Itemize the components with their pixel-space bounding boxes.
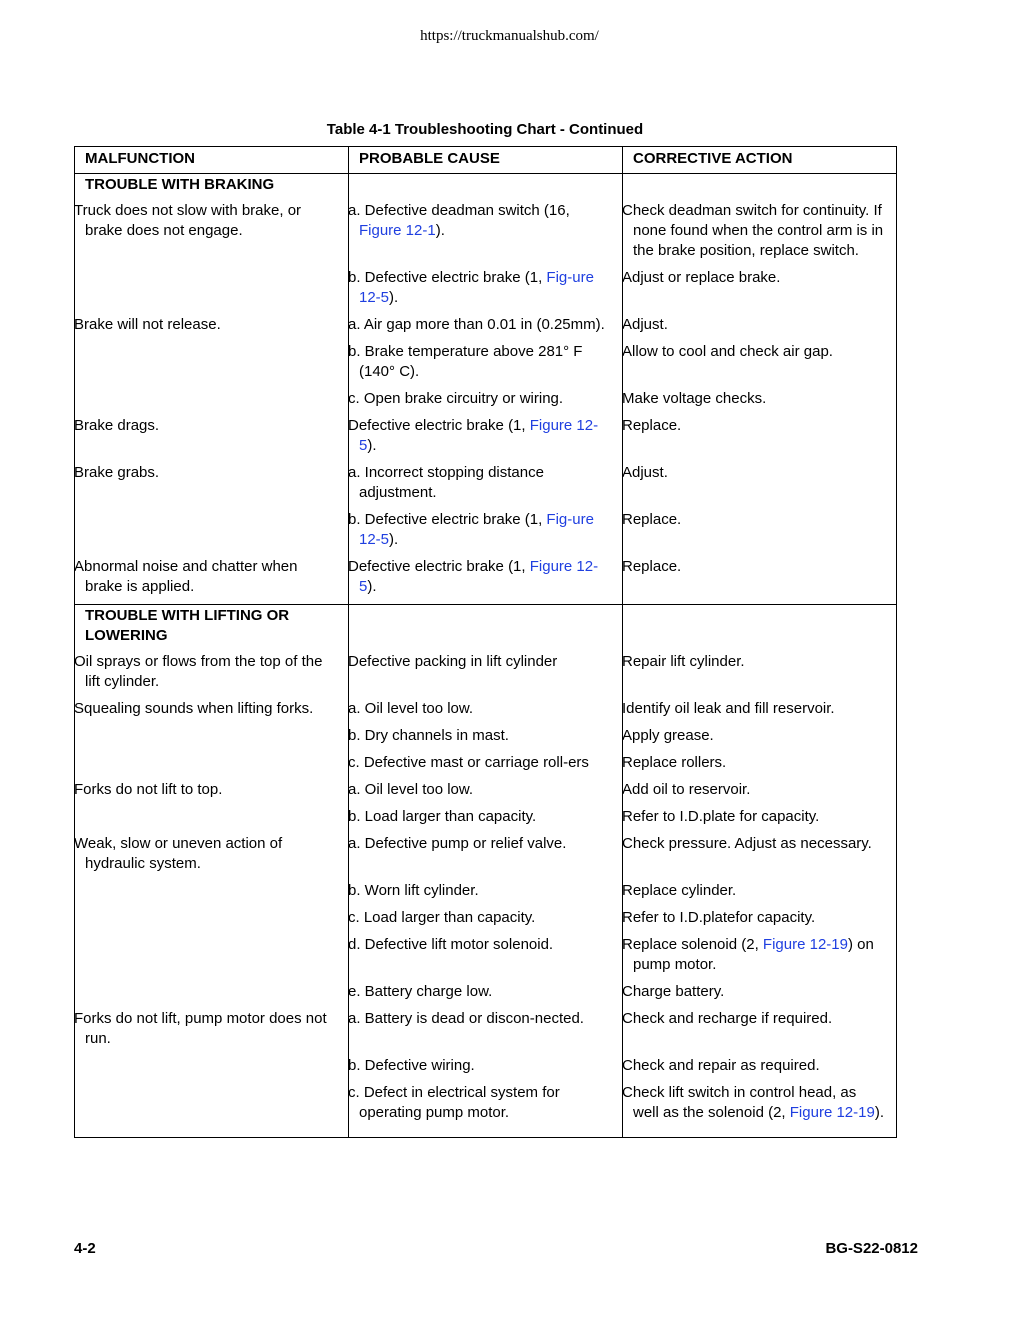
figure-link[interactable]: Fig-ure 12-5 [359, 269, 594, 306]
corrective-action-cell [623, 699, 897, 726]
cell-text: a. Air gap more than 0.01 in (0.25mm). [348, 316, 605, 333]
corrective-action-cell [623, 342, 897, 389]
corrective-action-cell [623, 982, 897, 1009]
cell-text: Repair lift cylinder. [622, 653, 745, 670]
table-row [75, 908, 897, 935]
malfunction-cell [75, 982, 349, 1009]
cell-text: b. Worn lift cylinder. [348, 882, 479, 899]
corrective-action-cell [623, 1009, 897, 1056]
cell-text: b. Defective wiring. [348, 1057, 475, 1074]
probable-cause-cell [349, 652, 623, 699]
cell-text: Refer to I.D.platefor capacity. [622, 909, 816, 926]
figure-link[interactable]: Figure 12-5 [359, 417, 599, 454]
cell-text: Replace rollers. [622, 754, 727, 771]
malfunction-cell: Oil sprays or flows from the top of the lift cylinder. [75, 652, 349, 699]
cell-text: Identify oil leak and fill reservoir. [622, 700, 835, 717]
corrective-action-cell [623, 268, 897, 315]
cell-text: ). [389, 531, 399, 548]
document-code: BG-S22-0812 [825, 1240, 918, 1257]
table-row [75, 416, 897, 463]
figure-link[interactable]: Figure 12-5 [359, 558, 599, 595]
corrective-action-cell [623, 780, 897, 807]
cell-text: e. Battery charge low. [348, 983, 493, 1000]
malfunction-cell [75, 1056, 349, 1083]
malfunction-cell [75, 881, 349, 908]
cell-text: b. Defective electric brake (1, [348, 511, 547, 528]
cell-text: d. Defective lift motor solenoid. [348, 936, 554, 953]
malfunction-cell [75, 753, 349, 780]
table-row [75, 315, 897, 342]
figure-link[interactable]: Figure 12-19 [762, 936, 848, 953]
section-title-cell [75, 174, 349, 202]
cell-text: Replace. [622, 558, 682, 575]
corrective-action-cell [623, 881, 897, 908]
malfunction-cell [75, 268, 349, 315]
cell-text: Replace cylinder. [622, 882, 737, 899]
malfunction-cell: Abnormal noise and chatter when brake is applied. [75, 557, 349, 605]
corrective-action-cell [623, 652, 897, 699]
probable-cause-cell [349, 557, 623, 605]
empty-cell [623, 605, 897, 653]
malfunction-cell: Brake will not release. [75, 315, 349, 342]
section-title-cell [75, 605, 349, 653]
cell-text: Apply grease. [622, 727, 714, 744]
corrective-action-cell [623, 416, 897, 463]
table-row [75, 463, 897, 510]
cell-text: ) on pump motor. [633, 936, 874, 973]
section-title: TROUBLE WITH BRAKING [85, 176, 275, 193]
table-row [75, 557, 897, 605]
probable-cause-cell [349, 1083, 623, 1138]
cell-text: Check lift switch in control head, as well as the solenoid (2, [622, 1084, 857, 1121]
source-url: https://truckmanualshub.com/ [420, 28, 599, 44]
malfunction-cell: Squealing sounds when lifting forks. [75, 699, 349, 726]
section-header-row [75, 174, 897, 202]
cell-text: c. Load larger than capacity. [348, 909, 536, 926]
corrective-action-cell [623, 557, 897, 605]
empty-cell [349, 174, 623, 202]
cell-text: Adjust. [622, 316, 668, 333]
probable-cause-cell [349, 1056, 623, 1083]
cell-text: Allow to cool and check air gap. [622, 343, 833, 360]
page-number: 4-2 [74, 1240, 96, 1257]
cell-text: Add oil to reservoir. [622, 781, 751, 798]
probable-cause-cell [349, 463, 623, 510]
malfunction-cell: Forks do not lift to top. [75, 780, 349, 807]
corrective-action-cell [623, 1083, 897, 1138]
cell-text: Make voltage checks. [622, 390, 767, 407]
cell-text: a. Defective deadman switch (16, [348, 202, 570, 219]
table-row [75, 342, 897, 389]
cell-text: ). [389, 289, 399, 306]
section-title: TROUBLE WITH LIFTING OR LOWERING [85, 607, 290, 644]
cell-text: c. Defect in electrical system for operating pump motor. [348, 1084, 560, 1121]
table-row [75, 1083, 897, 1138]
table-row [75, 935, 897, 982]
cell-text: Replace. [622, 417, 682, 434]
column-header-corrective-action: CORRECTIVE ACTION [623, 147, 897, 174]
malfunction-cell: Weak, slow or uneven action of hydraulic system. [75, 834, 349, 881]
cell-text: b. Defective electric brake (1, [348, 269, 547, 286]
table-row [75, 807, 897, 834]
cell-text: Replace. [622, 511, 682, 528]
empty-cell [349, 605, 623, 653]
table-row [75, 982, 897, 1009]
cell-text: Defective packing in lift cylinder [348, 653, 558, 670]
probable-cause-cell [349, 881, 623, 908]
cell-text: b. Dry channels in mast. [348, 727, 509, 744]
table-row [75, 652, 897, 699]
cell-text: b. Brake temperature above 281° F (140° C). [348, 343, 583, 380]
probable-cause-cell [349, 315, 623, 342]
table-row [75, 881, 897, 908]
cell-text: Adjust or replace brake. [622, 269, 781, 286]
corrective-action-cell [623, 935, 897, 982]
corrective-action-cell [623, 726, 897, 753]
table-row [75, 510, 897, 557]
cell-text: Check and recharge if required. [622, 1010, 833, 1027]
corrective-action-cell [623, 834, 897, 881]
cell-text: a. Oil level too low. [348, 781, 474, 798]
cell-text: Charge battery. [622, 983, 725, 1000]
cell-text: a. Oil level too low. [348, 700, 474, 717]
cell-text: ). [367, 437, 377, 454]
cell-text: Adjust. [622, 464, 668, 481]
corrective-action-cell [623, 201, 897, 268]
table-row [75, 1009, 897, 1056]
column-header-probable-cause: PROBABLE CAUSE [349, 147, 623, 174]
malfunction-cell [75, 908, 349, 935]
table-row [75, 834, 897, 881]
malfunction-cell: Brake drags. [75, 416, 349, 463]
cell-text: ). [874, 1104, 884, 1121]
probable-cause-cell [349, 908, 623, 935]
probable-cause-cell [349, 780, 623, 807]
corrective-action-cell [623, 389, 897, 416]
table-header-row [75, 147, 897, 174]
corrective-action-cell [623, 315, 897, 342]
probable-cause-cell [349, 268, 623, 315]
table-row [75, 726, 897, 753]
probable-cause-cell [349, 699, 623, 726]
probable-cause-cell [349, 416, 623, 463]
cell-text: Replace solenoid (2, [622, 936, 763, 953]
malfunction-cell [75, 807, 349, 834]
cell-text: c. Open brake circuitry or wiring. [348, 390, 564, 407]
troubleshooting-table [74, 146, 897, 1138]
table-row [75, 389, 897, 416]
malfunction-cell: Truck does not slow with brake, or brake does not engage. [75, 201, 349, 268]
probable-cause-cell [349, 510, 623, 557]
probable-cause-cell [349, 1009, 623, 1056]
table-row [75, 1056, 897, 1083]
corrective-action-cell [623, 908, 897, 935]
cell-text: ). [435, 222, 445, 239]
malfunction-cell [75, 935, 349, 982]
malfunction-cell [75, 510, 349, 557]
cell-text: Refer to I.D.plate for capacity. [622, 808, 820, 825]
cell-text: a. Defective pump or relief valve. [348, 835, 567, 852]
probable-cause-cell [349, 935, 623, 982]
figure-link[interactable]: Figure 12-19 [789, 1104, 875, 1121]
cell-text: Defective electric brake (1, [348, 558, 530, 575]
probable-cause-cell [349, 982, 623, 1009]
table-body [75, 174, 897, 1138]
probable-cause-cell [349, 726, 623, 753]
cell-text: c. Defective mast or carriage roll-ers [348, 754, 589, 771]
cell-text: b. Load larger than capacity. [348, 808, 537, 825]
corrective-action-cell [623, 753, 897, 780]
cell-text: Check pressure. Adjust as necessary. [622, 835, 872, 852]
table-row [75, 780, 897, 807]
table-row [75, 699, 897, 726]
table-row [75, 201, 897, 268]
probable-cause-cell [349, 389, 623, 416]
figure-link[interactable]: Fig-ure 12-5 [359, 511, 594, 548]
figure-link[interactable]: Figure 12-1 [359, 222, 436, 239]
table-row [75, 753, 897, 780]
cell-text: Defective electric brake (1, [348, 417, 530, 434]
probable-cause-cell [349, 834, 623, 881]
table-row [75, 268, 897, 315]
probable-cause-cell [349, 753, 623, 780]
corrective-action-cell [623, 1056, 897, 1083]
malfunction-cell [75, 342, 349, 389]
cell-text: Check deadman switch for continuity. If none found when the control arm is in the brake position, replace switch. [622, 202, 884, 259]
corrective-action-cell [623, 463, 897, 510]
table-caption: Table 4-1 Troubleshooting Chart - Continued [326, 121, 644, 138]
section-header-row [75, 605, 897, 653]
corrective-action-cell [623, 510, 897, 557]
column-header-malfunction: MALFUNCTION [75, 147, 349, 174]
malfunction-cell [75, 389, 349, 416]
cell-text: Check and repair as required. [622, 1057, 820, 1074]
cell-text: a. Incorrect stopping distance adjustment. [348, 464, 544, 501]
empty-cell [623, 174, 897, 202]
malfunction-cell [75, 1083, 349, 1138]
malfunction-cell: Forks do not lift, pump motor does not run. [75, 1009, 349, 1056]
malfunction-cell: Brake grabs. [75, 463, 349, 510]
cell-text: a. Battery is dead or discon-nected. [348, 1010, 584, 1027]
cell-text: ). [367, 578, 377, 595]
malfunction-cell [75, 726, 349, 753]
probable-cause-cell [349, 201, 623, 268]
probable-cause-cell [349, 807, 623, 834]
probable-cause-cell [349, 342, 623, 389]
corrective-action-cell [623, 807, 897, 834]
